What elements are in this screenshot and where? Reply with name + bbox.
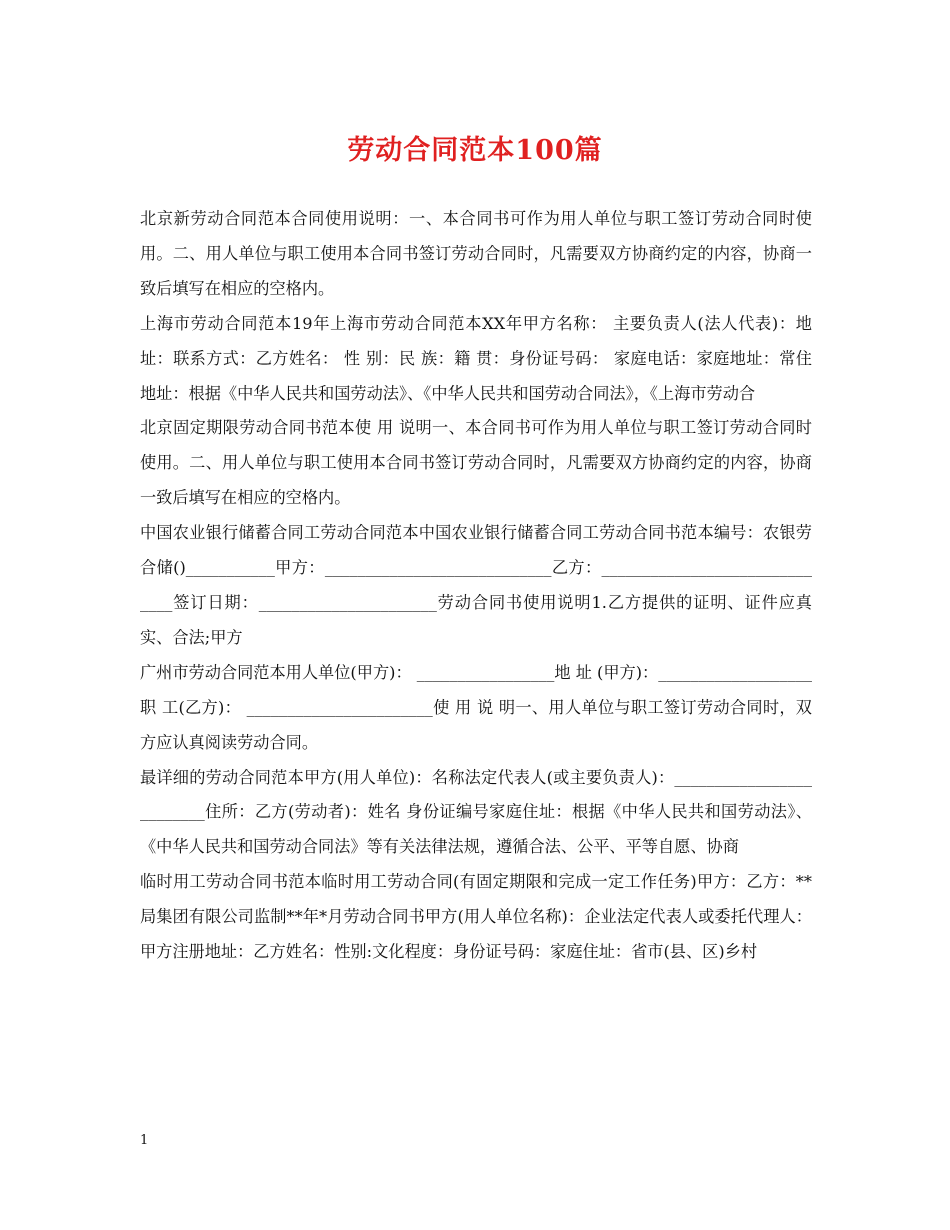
paragraph-beijing-new-contract: 北京新劳动合同范本合同使用说明：一、本合同书可作为用人单位与职工签订劳动合同时使用。二、用人单位与职工使用本合同书签订劳动合同时，凡需要双方协商约定的内容，协商一致后填写在相应的空格内。 bbox=[140, 209, 812, 298]
paragraph-temporary-contract: 临时用工劳动合同书范本临时用工劳动合同(有固定期限和完成一定工作任务)甲方：乙方：**局集团有限公司监制**年*月劳动合同书甲方(用人单位名称)：企业法定代表人或委托代理人：甲方注册地址：乙方姓名：性别:文化程度：身份证号码：家庭住址：省市(县、区)乡村 bbox=[140, 872, 812, 962]
paragraph-abc-savings-contract: 中国农业银行储蓄合同工劳动合同范本中国农业银行储蓄合同工劳动合同书范本编号：农银劳合储()___________甲方：____________________________乙方：______________________________签订日期：______________________劳动合同书使用说明1.乙方提供的证明、证件应真实、合法;甲方 bbox=[140, 523, 812, 647]
document-body bbox=[140, 202, 812, 970]
document-title: 劳动合同范本100篇 bbox=[347, 135, 603, 166]
page-number: 1 bbox=[140, 1133, 149, 1148]
paragraph-detailed-contract: 最详细的劳动合同范本甲方(用人单位)：名称法定代表人(或主要负责人)：_________________________住所：乙方(劳动者)：姓名 身份证编号家庭住址：根据《中华人民共和国劳动法》、《中华人民共和国劳动合同法》等有关法律法规，遵循合法、公平、平等自愿、协商 bbox=[140, 767, 812, 857]
paragraph-beijing-fixed-term-contract: 北京固定期限劳动合同书范本使 用 说明一、本合同书可作为用人单位与职工签订劳动合同时使用。二、用人单位与职工使用本合同书签订劳动合同时，凡需要双方协商约定的内容，协商一致后填写在相应的空格内。 bbox=[140, 418, 812, 508]
paragraph-shanghai-contract: 上海市劳动合同范本19年上海市劳动合同范本XX年甲方名称： 主要负责人(法人代表)：地 址：联系方式：乙方姓名： 性 别：民 族：籍 贯：身份证号码： 家庭电话：家庭地址：常住地址：根据《中华人民共和国劳动法》、《中华人民共和国劳动合同法》，《上海市劳动合 bbox=[140, 313, 812, 403]
paragraph-guangzhou-contract: 广州市劳动合同范本用人单位(甲方)： _________________地 址 (甲方)：___________________职 工(乙方)： _______________________使 用 说 明一、用人单位与职工签订劳动合同时，双方应认真阅读劳动合同。 bbox=[140, 662, 813, 752]
